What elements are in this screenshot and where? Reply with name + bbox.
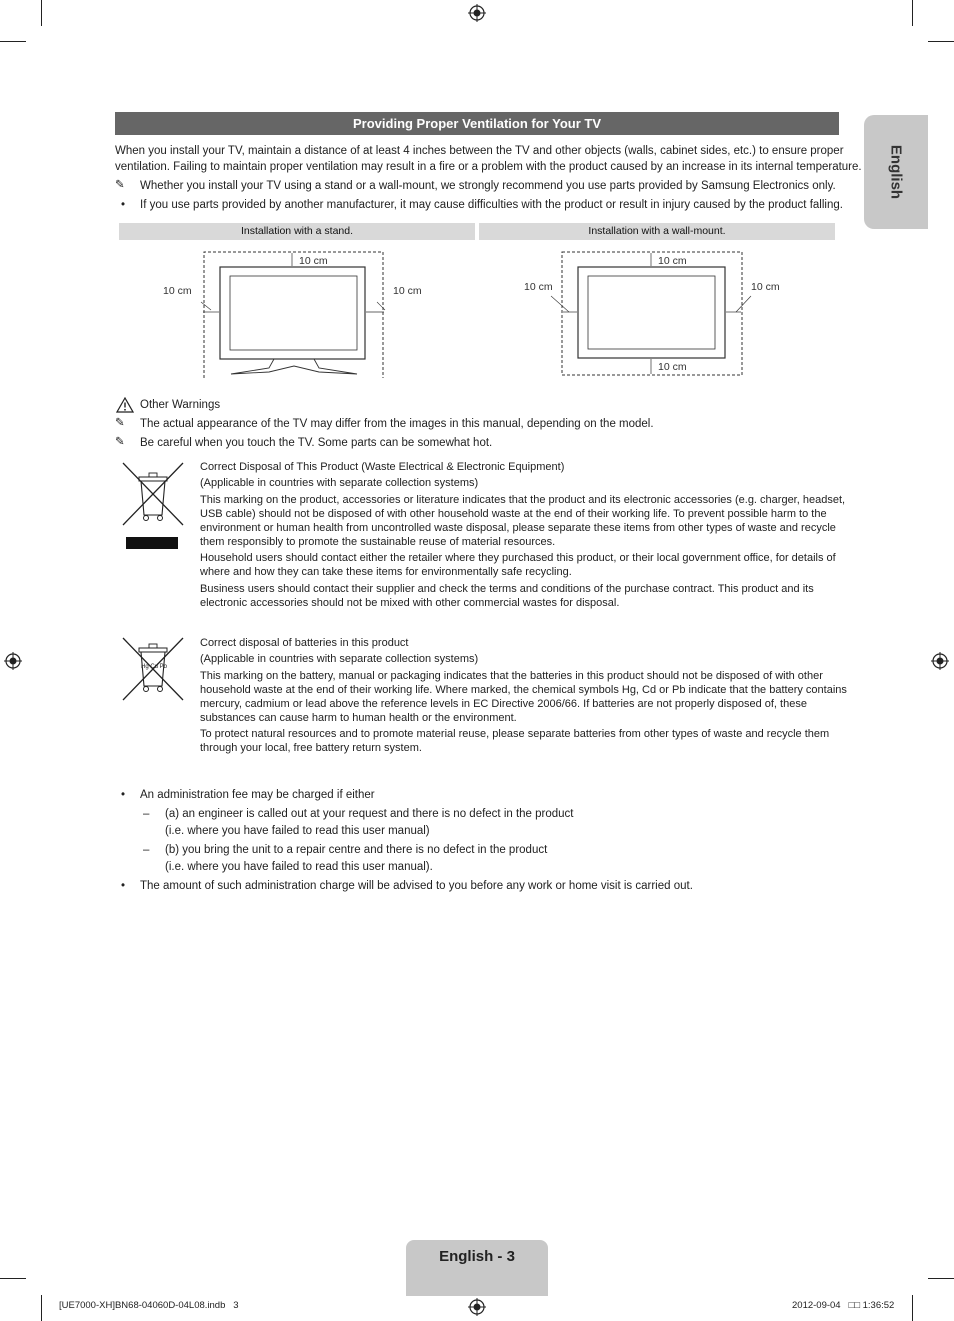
tv-stand-illustration bbox=[119, 246, 475, 380]
intro-line-2: ventilation. Failing to maintain proper ventilation may result in a fire or a problem with the product caused by an increase in its internal temperature. bbox=[115, 161, 862, 173]
crop-mark bbox=[41, 1295, 42, 1321]
registration-mark-icon bbox=[931, 652, 949, 670]
wall-top-distance: 10 cm bbox=[658, 255, 687, 267]
crossed-out-battery-bin-icon bbox=[119, 634, 187, 704]
stand-left-distance: 10 cm bbox=[163, 285, 192, 297]
warning-note-1: The actual appearance of the TV may differ from the images in this manual, depending on the model. bbox=[140, 418, 654, 430]
registration-mark-icon bbox=[4, 652, 22, 670]
crop-mark bbox=[912, 0, 913, 26]
weee-text: them responsibly to promote the sustainable reuse of material resources. bbox=[200, 536, 556, 548]
weee-title-1: Correct Disposal of This Product (Waste Electrical & Electronic Equipment) bbox=[200, 461, 565, 473]
weee-text: This marking on the product, accessories or literature indicates that the product and its electronic accessories (e.g. charger, headset, bbox=[200, 494, 846, 506]
note-icon: ✎ bbox=[115, 417, 125, 429]
dash-icon: – bbox=[143, 808, 150, 820]
intro-bullet: If you use parts provided by another manufacturer, it may cause difficulties with the product or result in injury caused by the product falling. bbox=[140, 199, 843, 211]
page-number-tab bbox=[406, 1240, 548, 1296]
battery-text: To protect natural resources and to promote material reuse, please separate batteries from other types of waste and recycle them bbox=[200, 728, 830, 740]
warning-note-2: Be careful when you touch the TV. Some parts can be somewhat hot. bbox=[140, 437, 493, 449]
battery-text: household waste at the end of their working life. Where marked, the chemical symbols Hg, Cd or Pb indicate that the battery contains bbox=[200, 684, 847, 696]
weee-text: environment or human health from uncontrolled waste disposal, please separate these items from other types of waste and recycle bbox=[200, 522, 836, 534]
stand-top-distance: 10 cm bbox=[299, 255, 328, 267]
crop-mark bbox=[0, 41, 26, 42]
note-icon: ✎ bbox=[115, 436, 125, 448]
intro-note: Whether you install your TV using a stand or a wall-mount, we strongly recommend you use parts provided by Samsung Electronics only. bbox=[140, 180, 836, 192]
bullet-icon: • bbox=[121, 199, 126, 211]
fee-case-b: (b) you bring the unit to a repair centre and there is no defect in the product bbox=[165, 844, 548, 856]
weee-text: Household users should contact either the retailer where they purchased this product, or their local government office, for details of bbox=[200, 552, 836, 564]
weee-text: electronic accessories should not be mixed with other commercial wastes for disposal. bbox=[200, 597, 620, 609]
registration-mark-icon bbox=[468, 1298, 486, 1316]
warnings-title: Other Warnings bbox=[140, 399, 221, 411]
print-file-info: [UE7000-XH]BN68-04060D-04L08.indb 3 bbox=[59, 1300, 239, 1311]
battery-text: This marking on the battery, manual or packaging indicates that the batteries in this product should not be disposed of with other bbox=[200, 670, 823, 682]
warning-icon bbox=[116, 397, 134, 413]
stand-caption: Installation with a stand. bbox=[119, 223, 475, 240]
battery-chemical-symbols: Hg Cd Pb bbox=[141, 664, 168, 670]
battery-title-1: Correct disposal of batteries in this product bbox=[200, 637, 409, 649]
wall-bottom-distance: 10 cm bbox=[658, 361, 687, 373]
fee-case-a: (a) an engineer is called out at your request and there is no defect in the product bbox=[165, 808, 574, 820]
weee-text: Business users should contact their supplier and check the terms and conditions of the purchase contract. This product and its bbox=[200, 583, 814, 595]
crossed-out-wheelie-bin-icon bbox=[119, 459, 187, 551]
fee-bullet-2: The amount of such administration charge will be advised to you before any work or home visit is carried out. bbox=[140, 880, 693, 892]
page-number: English - 3 bbox=[439, 1248, 515, 1265]
bullet-icon: • bbox=[121, 880, 126, 892]
bullet-icon: • bbox=[121, 789, 126, 801]
battery-title-2: (Applicable in countries with separate collection systems) bbox=[200, 653, 479, 665]
intro-line-1: When you install your TV, maintain a distance of at least 4 inches between the TV and other objects (walls, cabinet sides, etc.) to ensure proper bbox=[115, 145, 844, 157]
section-title: Providing Proper Ventilation for Your TV bbox=[115, 112, 839, 135]
battery-text: through your local, free battery return system. bbox=[200, 742, 422, 754]
print-date-info: 2012-09-04 □□ 1:36:52 bbox=[792, 1300, 895, 1311]
fee-case-b-note: (i.e. where you have failed to read this user manual). bbox=[165, 861, 433, 873]
tv-wall-mount-illustration bbox=[479, 246, 835, 380]
battery-text: mercury, cadmium or lead above the reference levels in EC Directive 2006/66. If batteries are not properly disposed of, these bbox=[200, 698, 807, 710]
weee-text: USB cable) should not be disposed of with other household waste at the end of their working life. To prevent possible harm to the bbox=[200, 508, 827, 520]
weee-title-2: (Applicable in countries with separate collection systems) bbox=[200, 477, 479, 489]
dash-icon: – bbox=[143, 844, 150, 856]
language-side-tab bbox=[864, 115, 928, 229]
crop-mark bbox=[928, 41, 954, 42]
wall-caption: Installation with a wall-mount. bbox=[479, 223, 835, 240]
weee-text: where and how they can take these items for environmentally safe recycling. bbox=[200, 566, 572, 578]
crop-mark bbox=[928, 1278, 954, 1279]
fee-case-a-note: (i.e. where you have failed to read this user manual) bbox=[165, 825, 430, 837]
side-tab-label: English bbox=[887, 144, 905, 200]
stand-right-distance: 10 cm bbox=[393, 285, 422, 297]
fee-bullet-1: An administration fee may be charged if either bbox=[140, 789, 375, 801]
crop-mark bbox=[41, 0, 42, 26]
battery-text: substances can cause harm to human health or the environment. bbox=[200, 712, 517, 724]
crop-mark bbox=[0, 1278, 26, 1279]
registration-mark-icon bbox=[468, 4, 486, 22]
crop-mark bbox=[912, 1295, 913, 1321]
wall-left-distance: 10 cm bbox=[524, 281, 553, 293]
wall-right-distance: 10 cm bbox=[751, 281, 780, 293]
note-icon: ✎ bbox=[115, 179, 125, 191]
